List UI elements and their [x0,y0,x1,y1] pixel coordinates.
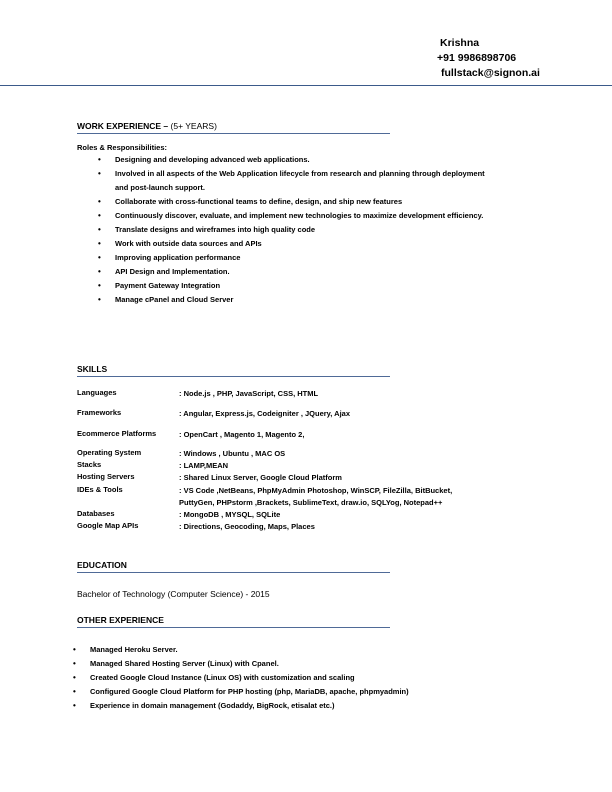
email-address: fullstack@signon.ai [441,67,540,79]
skill-row-languages: Languages : Node.js , PHP, JavaScript, CSS, HTML [77,388,319,398]
bullet-icon: • [98,295,101,304]
bullet-icon: • [98,253,101,262]
bullet-icon: • [98,267,101,276]
list-item: • Experience in domain management (Godaddy, BigRock, etisalat etc.) [90,699,490,713]
education-heading: EDUCATION [77,560,390,573]
skill-row-os: Operating System : Windows , Ubuntu , MAC OS [77,448,286,458]
bullet-icon: • [98,169,101,178]
bullet-icon: • [73,701,76,710]
skill-row-hosting: Hosting Servers : Shared Linux Server, Google Cloud Platform [77,472,342,482]
bullet-icon: • [98,239,101,248]
skill-row-google-map-apis: Google Map APIs : Directions, Geocoding, Maps, Places [77,521,315,531]
list-item: • Designing and developing advanced web applications. [115,153,500,167]
skills-heading: SKILLS [77,364,390,377]
bullet-icon: • [98,155,101,164]
skill-row-ecommerce: Ecommerce Platforms : OpenCart , Magento 1, Magento 2, [77,429,305,439]
contact-block [437,36,540,81]
bullet-icon: • [98,211,101,220]
list-item: • Configured Google Cloud Platform for PHP hosting (php, MariaDB, apache, phpmyadmin) [90,685,490,699]
skill-row-stacks: Stacks : LAMP,MEAN [77,460,229,470]
bullet-icon: • [73,687,76,696]
bullet-icon: • [73,645,76,654]
work-experience-heading: WORK EXPERIENCE – (5+ YEARS) [77,121,390,134]
bullet-icon: • [98,225,101,234]
list-item: • API Design and Implementation. [115,265,500,279]
list-item: • Translate designs and wireframes into high quality code [115,223,500,237]
bullet-icon: • [73,673,76,682]
list-item: • Created Google Cloud Instance (Linux OS) with customization and scaling [90,671,490,685]
bullet-icon: • [98,197,101,206]
skill-row-ides-tools: IDEs & Tools : VS Code ,NetBeans, PhpMyAdmin Photoshop, WinSCP, FileZilla, BitBucket, PuttyGen, PHPstorm ,Brackets, SublimeText, draw.io, SQLYog, Notepad++ [77,485,453,507]
list-item: • Continuously discover, evaluate, and implement new technologies to maximize development efficiency. [115,209,500,223]
list-item: • Involved in all aspects of the Web Application lifecycle from research and planning through deployment and post-launch support. [98,169,485,192]
list-item: • Managed Heroku Server. [90,643,490,657]
other-experience-list [73,643,490,713]
education-degree: Bachelor of Technology (Computer Science) - 2015 [77,589,270,599]
phone-number: +91 9986898706 [437,52,517,64]
list-item: • Managed Shared Hosting Server (Linux) with Cpanel. [90,657,490,671]
roles-label: Roles & Responsibilities: [77,143,168,152]
list-item: • Manage cPanel and Cloud Server [115,293,500,307]
bullet-icon: • [98,281,101,290]
candidate-name: Krishna [440,37,480,49]
list-item: • Payment Gateway Integration [115,279,500,293]
list-item: • Work with outside data sources and APIs [115,237,500,251]
responsibilities-list [98,153,500,307]
skill-row-frameworks: Frameworks : Angular, Express.js, Codeigniter , JQuery, Ajax [77,408,351,418]
other-experience-heading: OTHER EXPERIENCE [77,615,390,628]
list-item: • Improving application performance [115,251,500,265]
bullet-icon: • [73,659,76,668]
list-item: • Collaborate with cross-functional teams to define, design, and ship new features [115,195,500,209]
skill-row-databases: Databases : MongoDB , MYSQL, SQLite [77,509,281,519]
header-divider [0,85,612,86]
